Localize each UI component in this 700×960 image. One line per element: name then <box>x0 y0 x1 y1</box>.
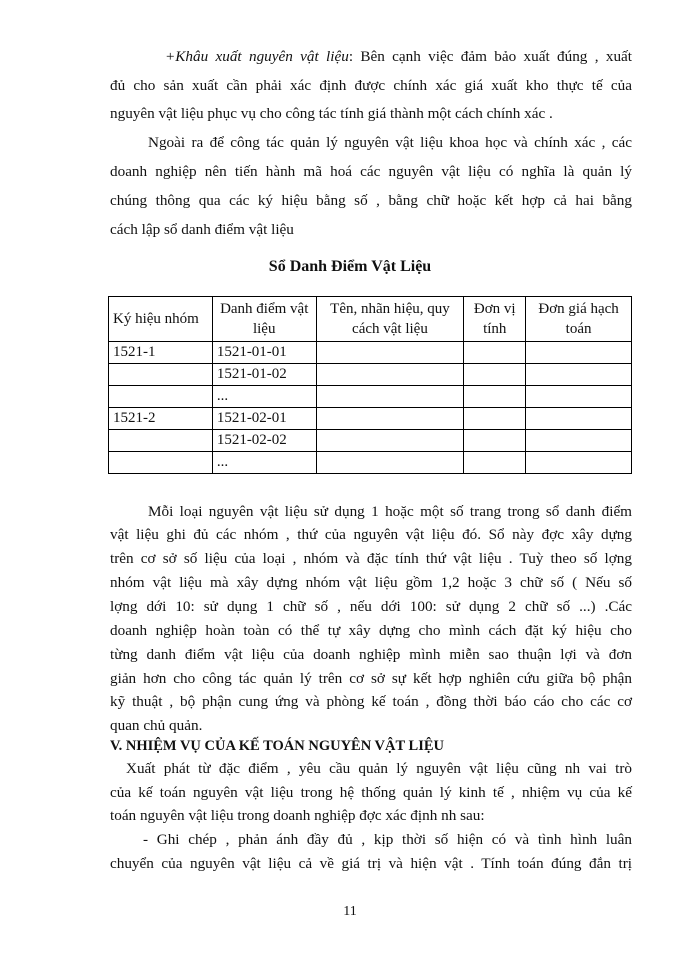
header-don-vi-tinh: Đơn vị tính <box>464 297 526 342</box>
header-danh-diem: Danh điểm vật liệu <box>212 297 316 342</box>
table-cell <box>526 342 632 364</box>
table-cell: 1521-01-01 <box>212 342 316 364</box>
table-row <box>109 364 632 386</box>
para4-line: toán nguyên vật liệu trong doanh nghiệp đợc xác định nh sau: <box>110 807 485 824</box>
table-cell: 1521-01-02 <box>212 364 316 386</box>
para1-line2: đủ cho sản xuất cần phải xác định được chính xác giá xuất kho thực tế của <box>110 77 632 94</box>
table-cell <box>109 364 213 386</box>
table-header-row <box>109 297 632 342</box>
table-cell <box>316 408 464 430</box>
para3-line: lợng dới 10: sử dụng 1 chữ số , nếu dới 100: sử dụng 2 chữ số ...) .Các <box>110 598 632 615</box>
danh-diem-table <box>108 296 632 474</box>
para4-line: của kế toán nguyên vật liệu trong hệ thống quản lý kinh tế , nhiệm vụ của kế <box>110 784 632 801</box>
table-cell <box>464 408 526 430</box>
table-cell <box>316 452 464 474</box>
table-cell <box>464 430 526 452</box>
para5-line: chuyển của nguyên vật liệu cả về giá trị và hiện vật . Tính toán đúng đắn trị <box>110 855 632 872</box>
para1-lead-italic: +Khâu xuất nguyên vật liệu <box>165 48 349 65</box>
table-row <box>109 452 632 474</box>
para2-line2: doanh nghiệp nên tiến hành mã hoá các nguyên vật liệu có nghĩa là quản lý <box>110 163 632 180</box>
para3-line: vật liệu ghi đủ các nhóm , thứ của nguyên vật liệu đó. Sổ này đợc xây dựng <box>110 526 632 543</box>
para3-line: Mỗi loại nguyên vật liệu sử dụng 1 hoặc một số trang trong sổ danh điểm <box>148 503 632 520</box>
table-cell <box>464 452 526 474</box>
table-cell: 1521-02-02 <box>212 430 316 452</box>
para3-line: kỹ thuật , bộ phận cung ứng và phòng kế toán , đồng thời báo cáo cho các cơ <box>110 693 632 710</box>
table-row <box>109 386 632 408</box>
table-cell: ... <box>212 386 316 408</box>
table-cell: 1521-1 <box>109 342 213 364</box>
table-cell: 1521-2 <box>109 408 213 430</box>
table-cell: 1521-02-01 <box>212 408 316 430</box>
table-cell <box>526 430 632 452</box>
header-ky-hieu-nhom: Ký hiệu nhóm <box>109 297 213 342</box>
table-cell <box>526 386 632 408</box>
table-row <box>109 408 632 430</box>
para1-line3: nguyên vật liệu phục vụ cho công tác tính giá thành một cách chính xác . <box>110 105 553 122</box>
table-cell <box>316 386 464 408</box>
para3-line: từng danh điểm vật liệu của doanh nghiệp mình miễn sao thuận lợi và đơn <box>110 646 632 663</box>
header-don-gia: Đơn giá hạch toán <box>526 297 632 342</box>
para1-line1-rest: : Bên cạnh việc đảm bảo xuất đúng , xuất <box>348 48 632 65</box>
table-cell <box>464 364 526 386</box>
table-cell <box>316 342 464 364</box>
table-cell <box>316 364 464 386</box>
para4-line: Xuất phát từ đặc điểm , yêu cầu quản lý nguyên vật liệu cũng nh vai trò <box>126 760 632 777</box>
header-ten-nhan-hieu: Tên, nhãn hiệu, quy cách vật liệu <box>316 297 464 342</box>
table-cell <box>109 430 213 452</box>
para3-line: quan chủ quản. <box>110 717 203 734</box>
table-cell: ... <box>212 452 316 474</box>
para1-line1 <box>165 47 632 67</box>
para3-line: nhóm vật liệu mà xây dựng nhóm vật liệu gồm 1,2 hoặc 3 chữ số ( Nếu số <box>110 574 632 591</box>
para3-line: doanh nghiệp hoàn toàn có thể tự xây dựng cho mình cách đặt ký hiệu cho <box>110 622 632 639</box>
para2-line3: chúng thông qua các ký hiệu bằng số , bằng chữ hoặc kết hợp cả hai bằng <box>110 192 632 209</box>
table-row <box>109 430 632 452</box>
table-cell <box>526 364 632 386</box>
table-cell <box>526 452 632 474</box>
para3-line: giản hơn cho công tác quản lý trên cơ sở sự kết hợp nghiên cứu giữa bộ phận <box>110 670 632 687</box>
table-cell <box>316 430 464 452</box>
table-cell <box>526 408 632 430</box>
para2-line1: Ngoài ra để công tác quản lý nguyên vật liệu khoa học và chính xác , các <box>148 134 632 151</box>
table-cell <box>464 386 526 408</box>
para5-line: - Ghi chép , phản ánh đầy đủ , kịp thời số hiện có và tình hình luân <box>143 831 632 848</box>
para2-line4: cách lập sổ danh điểm vật liệu <box>110 221 294 238</box>
table-cell <box>109 452 213 474</box>
page-number: 11 <box>343 904 357 919</box>
table-row <box>109 342 632 364</box>
table-title: Sổ Danh Điểm Vật Liệu <box>268 258 432 275</box>
table-cell <box>109 386 213 408</box>
table-cell <box>464 342 526 364</box>
section-heading: V. NHIỆM VỤ CỦA KẾ TOÁN NGUYÊN VẬT LIỆU <box>110 738 444 754</box>
para3-line: trên cơ sở số liệu của loại , nhóm và đặc tính thứ vật liệu . Tuỳ theo số lợng <box>110 550 632 567</box>
